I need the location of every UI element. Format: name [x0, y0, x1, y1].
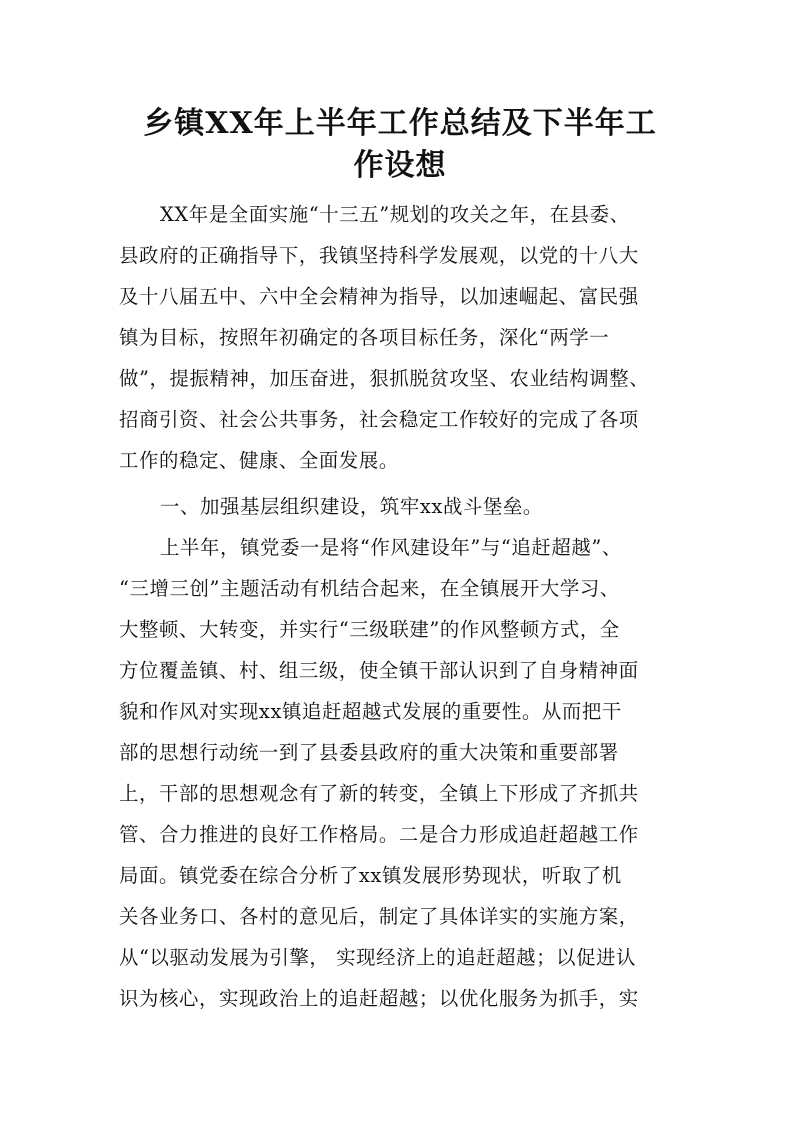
body-line: 镇为目标，按照年初确定的各项目标任务，深化“两学一: [119, 326, 610, 349]
body-line: “三增三创”主题活动有机结合起来，在全镇展开大学习、: [119, 577, 620, 600]
body-line: 局面。镇党委在综合分析了xx镇发展形势现状，听取了机: [119, 864, 622, 887]
body-line: 貌和作风对实现xx镇追赶超越式发展的重要性。从而把干: [119, 700, 622, 723]
body-line: 关各业务口、各村的意见后，制定了具体详实的实施方案，: [119, 905, 639, 928]
body-line: 大整顿、大转变，并实行“三级联建”的作风整顿方式，全: [119, 618, 620, 641]
document-title-line-1: 乡镇XX年上半年工作总结及下半年工: [143, 106, 657, 141]
body-line: 上，干部的思想观念有了新的转变，全镇上下形成了齐抓共: [119, 782, 639, 805]
body-line: 做”，提振精神，加压奋进，狠抓脱贫攻坚、农业结构调整、: [119, 367, 650, 390]
body-line: 部的思想行动统一到了县委县政府的重大决策和重要部署: [119, 741, 619, 764]
body-line: XX年是全面实施“十三五”规划的攻关之年，在县委、: [160, 203, 630, 226]
body-line: 识为核心，实现政治上的追赶超越；以优化服务为抓手，实: [119, 987, 639, 1010]
document-title-line-2: 作设想: [353, 148, 447, 183]
body-line: 县政府的正确指导下，我镇坚持科学发展观，以党的十八大: [119, 244, 639, 267]
section-heading: 一、加强基层组织建设，筑牢xx战斗堡垒。: [160, 495, 543, 518]
body-line: 上半年，镇党委一是将“作风建设年”与“追赶超越”、: [160, 536, 622, 559]
body-line: 方位覆盖镇、村、组三级，使全镇干部认识到了自身精神面: [119, 659, 639, 682]
body-line: 招商引资、社会公共事务，社会稳定工作较好的完成了各项: [119, 408, 639, 431]
body-line: 及十八届五中、六中全会精神为指导，以加速崛起、富民强: [119, 285, 639, 308]
body-line: 管、合力推进的良好工作格局。二是合力形成追赶超越工作: [119, 823, 639, 846]
body-line: 从“以驱动发展为引擎， 实现经济上的追赶超越；以促进认: [119, 946, 637, 969]
body-line: 工作的稳定、健康、全面发展。: [119, 449, 399, 472]
